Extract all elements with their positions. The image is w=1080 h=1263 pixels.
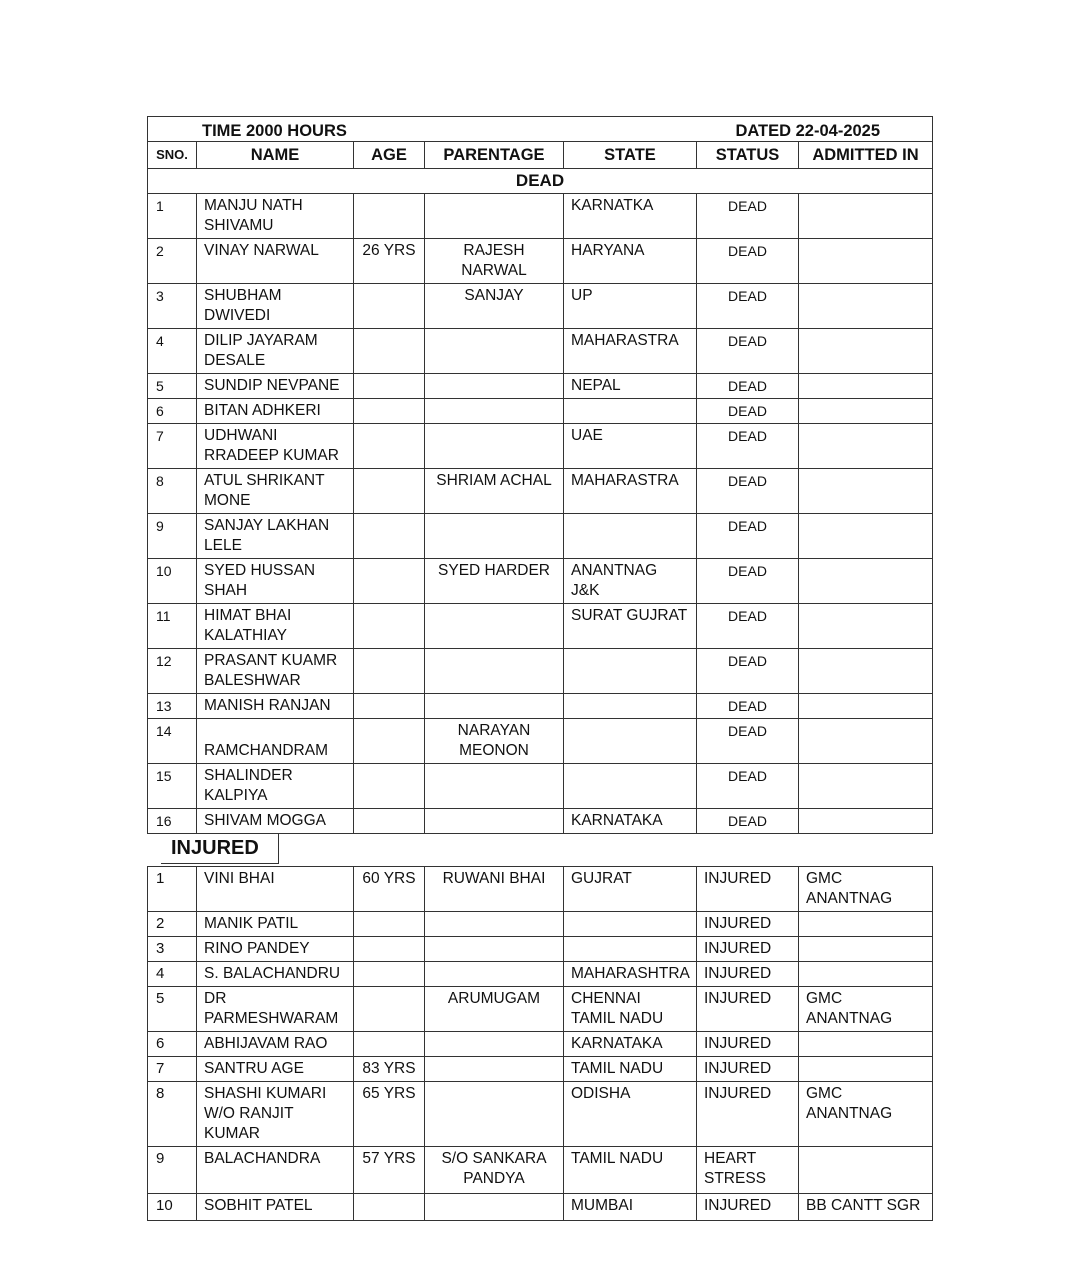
- cell-state: KARNATAKA: [564, 1032, 697, 1057]
- report-header-row: [148, 117, 933, 142]
- cell-parentage: [425, 604, 564, 649]
- cell-state: [564, 514, 697, 559]
- cell-sno: 4: [148, 329, 197, 374]
- cell-parentage: [425, 399, 564, 424]
- cell-parentage: SYED HARDER: [425, 559, 564, 604]
- report-time: TIME 2000 HOURS: [148, 117, 564, 142]
- cell-sno: 11: [148, 604, 197, 649]
- cell-age: [354, 399, 425, 424]
- cell-name: MANISH RANJAN: [197, 694, 354, 719]
- table-row: [148, 694, 933, 719]
- cell-sno: 15: [148, 764, 197, 809]
- cell-age: [354, 987, 425, 1032]
- cell-sno: 12: [148, 649, 197, 694]
- table-row: [148, 809, 933, 834]
- cell-admitted: [799, 809, 933, 834]
- cell-state: CHENNAI TAMIL NADU: [564, 987, 697, 1032]
- table-row: [148, 962, 933, 987]
- cell-sno: 9: [148, 514, 197, 559]
- table-row: [148, 1057, 933, 1082]
- cell-parentage: [425, 1032, 564, 1057]
- cell-parentage: [425, 1194, 564, 1221]
- table-row: [148, 1147, 933, 1194]
- cell-admitted: [799, 694, 933, 719]
- cell-age: [354, 424, 425, 469]
- cell-age: [354, 719, 425, 764]
- cell-parentage: [425, 937, 564, 962]
- cell-parentage: [425, 694, 564, 719]
- cell-status: DEAD: [697, 194, 799, 239]
- cell-age: 57 YRS: [354, 1147, 425, 1194]
- dead-table: [147, 116, 933, 834]
- cell-parentage: [425, 962, 564, 987]
- cell-parentage: [425, 514, 564, 559]
- cell-sno: 2: [148, 239, 197, 284]
- dead-section-title: DEAD: [148, 169, 933, 194]
- table-row: [148, 469, 933, 514]
- cell-admitted: [799, 239, 933, 284]
- injured-section-header: [147, 834, 932, 866]
- cell-sno: 5: [148, 374, 197, 399]
- cell-admitted: GMC ANANTNAG: [799, 867, 933, 912]
- cell-state: NEPAL: [564, 374, 697, 399]
- cell-age: [354, 809, 425, 834]
- cell-parentage: [425, 1057, 564, 1082]
- cell-name: SHIVAM MOGGA: [197, 809, 354, 834]
- column-header-state: STATE: [564, 142, 697, 169]
- cell-status: DEAD: [697, 399, 799, 424]
- cell-admitted: [799, 764, 933, 809]
- cell-status: DEAD: [697, 239, 799, 284]
- cell-name: SANJAY LAKHAN LELE: [197, 514, 354, 559]
- cell-admitted: [799, 604, 933, 649]
- cell-state: [564, 694, 697, 719]
- cell-age: [354, 604, 425, 649]
- section-title-row: [148, 169, 933, 194]
- cell-state: [564, 719, 697, 764]
- cell-state: [564, 649, 697, 694]
- cell-status: DEAD: [697, 559, 799, 604]
- cell-status: INJURED: [697, 1032, 799, 1057]
- cell-admitted: [799, 719, 933, 764]
- table-row: [148, 194, 933, 239]
- cell-state: [564, 399, 697, 424]
- column-header-sno: SNO.: [148, 142, 197, 169]
- cell-sno: 2: [148, 912, 197, 937]
- cell-sno: 10: [148, 1194, 197, 1221]
- cell-status: DEAD: [697, 424, 799, 469]
- cell-parentage: SHRIAM ACHAL: [425, 469, 564, 514]
- cell-status: DEAD: [697, 694, 799, 719]
- cell-status: DEAD: [697, 374, 799, 399]
- cell-name: SANTRU AGE: [197, 1057, 354, 1082]
- cell-sno: 13: [148, 694, 197, 719]
- cell-name: SHUBHAM DWIVEDI: [197, 284, 354, 329]
- cell-age: [354, 1194, 425, 1221]
- cell-admitted: GMC ANANTNAG: [799, 1082, 933, 1147]
- cell-parentage: ARUMUGAM: [425, 987, 564, 1032]
- cell-name: MANIK PATIL: [197, 912, 354, 937]
- cell-name: ABHIJAVAM RAO: [197, 1032, 354, 1057]
- cell-age: 26 YRS: [354, 239, 425, 284]
- cell-parentage: SANJAY: [425, 284, 564, 329]
- cell-status: DEAD: [697, 809, 799, 834]
- cell-sno: 1: [148, 867, 197, 912]
- cell-admitted: [799, 1057, 933, 1082]
- cell-state: [564, 937, 697, 962]
- cell-admitted: [799, 329, 933, 374]
- cell-state: GUJRAT: [564, 867, 697, 912]
- cell-name: SOBHIT PATEL: [197, 1194, 354, 1221]
- column-header-parentage: PARENTAGE: [425, 142, 564, 169]
- injured-rows: [148, 867, 933, 1221]
- cell-admitted: [799, 469, 933, 514]
- table-row: [148, 719, 933, 764]
- cell-age: [354, 1032, 425, 1057]
- cell-age: [354, 649, 425, 694]
- cell-status: INJURED: [697, 962, 799, 987]
- cell-status: INJURED: [697, 867, 799, 912]
- cell-sno: 3: [148, 937, 197, 962]
- table-row: [148, 937, 933, 962]
- cell-admitted: [799, 514, 933, 559]
- table-row: [148, 1032, 933, 1057]
- cell-parentage: [425, 649, 564, 694]
- cell-status: DEAD: [697, 469, 799, 514]
- cell-state: UP: [564, 284, 697, 329]
- cell-parentage: [425, 809, 564, 834]
- cell-state: ANANTNAG J&K: [564, 559, 697, 604]
- cell-sno: 16: [148, 809, 197, 834]
- casualty-list-sheet: [147, 116, 932, 1221]
- cell-age: [354, 194, 425, 239]
- cell-admitted: [799, 559, 933, 604]
- report-date: DATED 22-04-2025: [564, 117, 933, 142]
- cell-admitted: [799, 962, 933, 987]
- cell-parentage: S/O SANKARA PANDYA: [425, 1147, 564, 1194]
- table-row: [148, 559, 933, 604]
- cell-sno: 14: [148, 719, 197, 764]
- cell-name: BALACHANDRA: [197, 1147, 354, 1194]
- column-header-admitted-in: ADMITTED IN: [799, 142, 933, 169]
- cell-admitted: [799, 374, 933, 399]
- cell-admitted: [799, 1147, 933, 1194]
- cell-age: [354, 284, 425, 329]
- cell-name: DILIP JAYARAM DESALE: [197, 329, 354, 374]
- cell-name: HIMAT BHAI KALATHIAY: [197, 604, 354, 649]
- cell-status: DEAD: [697, 719, 799, 764]
- cell-age: [354, 764, 425, 809]
- cell-name: UDHWANI RRADEEP KUMAR: [197, 424, 354, 469]
- table-row: [148, 1194, 933, 1221]
- cell-parentage: RUWANI BHAI: [425, 867, 564, 912]
- table-row: [148, 239, 933, 284]
- cell-parentage: [425, 424, 564, 469]
- cell-status: HEART STRESS: [697, 1147, 799, 1194]
- cell-status: DEAD: [697, 604, 799, 649]
- table-row: [148, 764, 933, 809]
- cell-state: KARNATKA: [564, 194, 697, 239]
- cell-status: DEAD: [697, 649, 799, 694]
- cell-parentage: [425, 374, 564, 399]
- table-row: [148, 424, 933, 469]
- cell-status: DEAD: [697, 329, 799, 374]
- cell-status: DEAD: [697, 284, 799, 329]
- cell-name: MANJU NATH SHIVAMU: [197, 194, 354, 239]
- cell-age: [354, 937, 425, 962]
- cell-state: MAHARASTRA: [564, 469, 697, 514]
- cell-state: TAMIL NADU: [564, 1147, 697, 1194]
- table-row: [148, 284, 933, 329]
- cell-name: SYED HUSSAN SHAH: [197, 559, 354, 604]
- cell-age: [354, 559, 425, 604]
- table-row: [148, 912, 933, 937]
- cell-parentage: [425, 912, 564, 937]
- cell-sno: 7: [148, 424, 197, 469]
- cell-age: [354, 962, 425, 987]
- column-header-status: STATUS: [697, 142, 799, 169]
- cell-state: MAHARASHTRA: [564, 962, 697, 987]
- cell-admitted: [799, 284, 933, 329]
- cell-name: SHASHI KUMARI W/O RANJIT KUMAR: [197, 1082, 354, 1147]
- column-header-row: [148, 142, 933, 169]
- cell-state: MAHARASTRA: [564, 329, 697, 374]
- dead-rows: [148, 194, 933, 834]
- cell-sno: 1: [148, 194, 197, 239]
- cell-parentage: [425, 764, 564, 809]
- cell-parentage: [425, 329, 564, 374]
- table-row: [148, 867, 933, 912]
- cell-status: DEAD: [697, 514, 799, 559]
- column-header-name: NAME: [197, 142, 354, 169]
- cell-sno: 5: [148, 987, 197, 1032]
- cell-age: 83 YRS: [354, 1057, 425, 1082]
- cell-status: INJURED: [697, 1082, 799, 1147]
- cell-admitted: [799, 194, 933, 239]
- cell-name: S. BALACHANDRU: [197, 962, 354, 987]
- table-row: [148, 604, 933, 649]
- cell-name: VINI BHAI: [197, 867, 354, 912]
- cell-parentage: NARAYAN MEONON: [425, 719, 564, 764]
- cell-name: SUNDIP NEVPANE: [197, 374, 354, 399]
- cell-state: UAE: [564, 424, 697, 469]
- cell-sno: 3: [148, 284, 197, 329]
- cell-state: [564, 764, 697, 809]
- cell-admitted: [799, 399, 933, 424]
- cell-admitted: [799, 424, 933, 469]
- injured-table: [147, 866, 933, 1221]
- cell-sno: 9: [148, 1147, 197, 1194]
- cell-name: VINAY NARWAL: [197, 239, 354, 284]
- cell-age: [354, 374, 425, 399]
- cell-sno: 6: [148, 1032, 197, 1057]
- cell-name: DR PARMESHWARAM: [197, 987, 354, 1032]
- cell-name: RINO PANDEY: [197, 937, 354, 962]
- cell-state: HARYANA: [564, 239, 697, 284]
- cell-status: INJURED: [697, 1194, 799, 1221]
- cell-age: [354, 469, 425, 514]
- cell-state: SURAT GUJRAT: [564, 604, 697, 649]
- cell-parentage: [425, 1082, 564, 1147]
- table-row: [148, 514, 933, 559]
- cell-state: MUMBAI: [564, 1194, 697, 1221]
- cell-state: TAMIL NADU: [564, 1057, 697, 1082]
- cell-sno: 10: [148, 559, 197, 604]
- cell-admitted: [799, 937, 933, 962]
- cell-parentage: RAJESH NARWAL: [425, 239, 564, 284]
- cell-name: BITAN ADHKERI: [197, 399, 354, 424]
- table-row: [148, 399, 933, 424]
- cell-name: PRASANT KUAMR BALESHWAR: [197, 649, 354, 694]
- cell-status: INJURED: [697, 987, 799, 1032]
- table-row: [148, 1082, 933, 1147]
- cell-parentage: [425, 194, 564, 239]
- injured-section-title: INJURED: [161, 834, 279, 864]
- cell-state: [564, 912, 697, 937]
- cell-sno: 6: [148, 399, 197, 424]
- cell-state: KARNATAKA: [564, 809, 697, 834]
- cell-name: SHALINDER KALPIYA: [197, 764, 354, 809]
- cell-status: INJURED: [697, 912, 799, 937]
- cell-admitted: GMC ANANTNAG: [799, 987, 933, 1032]
- cell-sno: 7: [148, 1057, 197, 1082]
- cell-sno: 4: [148, 962, 197, 987]
- column-header-age: AGE: [354, 142, 425, 169]
- cell-name: ATUL SHRIKANT MONE: [197, 469, 354, 514]
- cell-status: INJURED: [697, 1057, 799, 1082]
- cell-admitted: [799, 1032, 933, 1057]
- cell-age: [354, 912, 425, 937]
- cell-age: [354, 329, 425, 374]
- table-row: [148, 649, 933, 694]
- cell-sno: 8: [148, 1082, 197, 1147]
- cell-admitted: [799, 649, 933, 694]
- cell-age: [354, 694, 425, 719]
- cell-age: 60 YRS: [354, 867, 425, 912]
- cell-age: 65 YRS: [354, 1082, 425, 1147]
- cell-admitted: BB CANTT SGR: [799, 1194, 933, 1221]
- cell-sno: 8: [148, 469, 197, 514]
- cell-admitted: [799, 912, 933, 937]
- cell-name: RAMCHANDRAM: [197, 719, 354, 764]
- cell-age: [354, 514, 425, 559]
- table-row: [148, 374, 933, 399]
- cell-status: DEAD: [697, 764, 799, 809]
- cell-status: INJURED: [697, 937, 799, 962]
- table-row: [148, 329, 933, 374]
- cell-state: ODISHA: [564, 1082, 697, 1147]
- table-row: [148, 987, 933, 1032]
